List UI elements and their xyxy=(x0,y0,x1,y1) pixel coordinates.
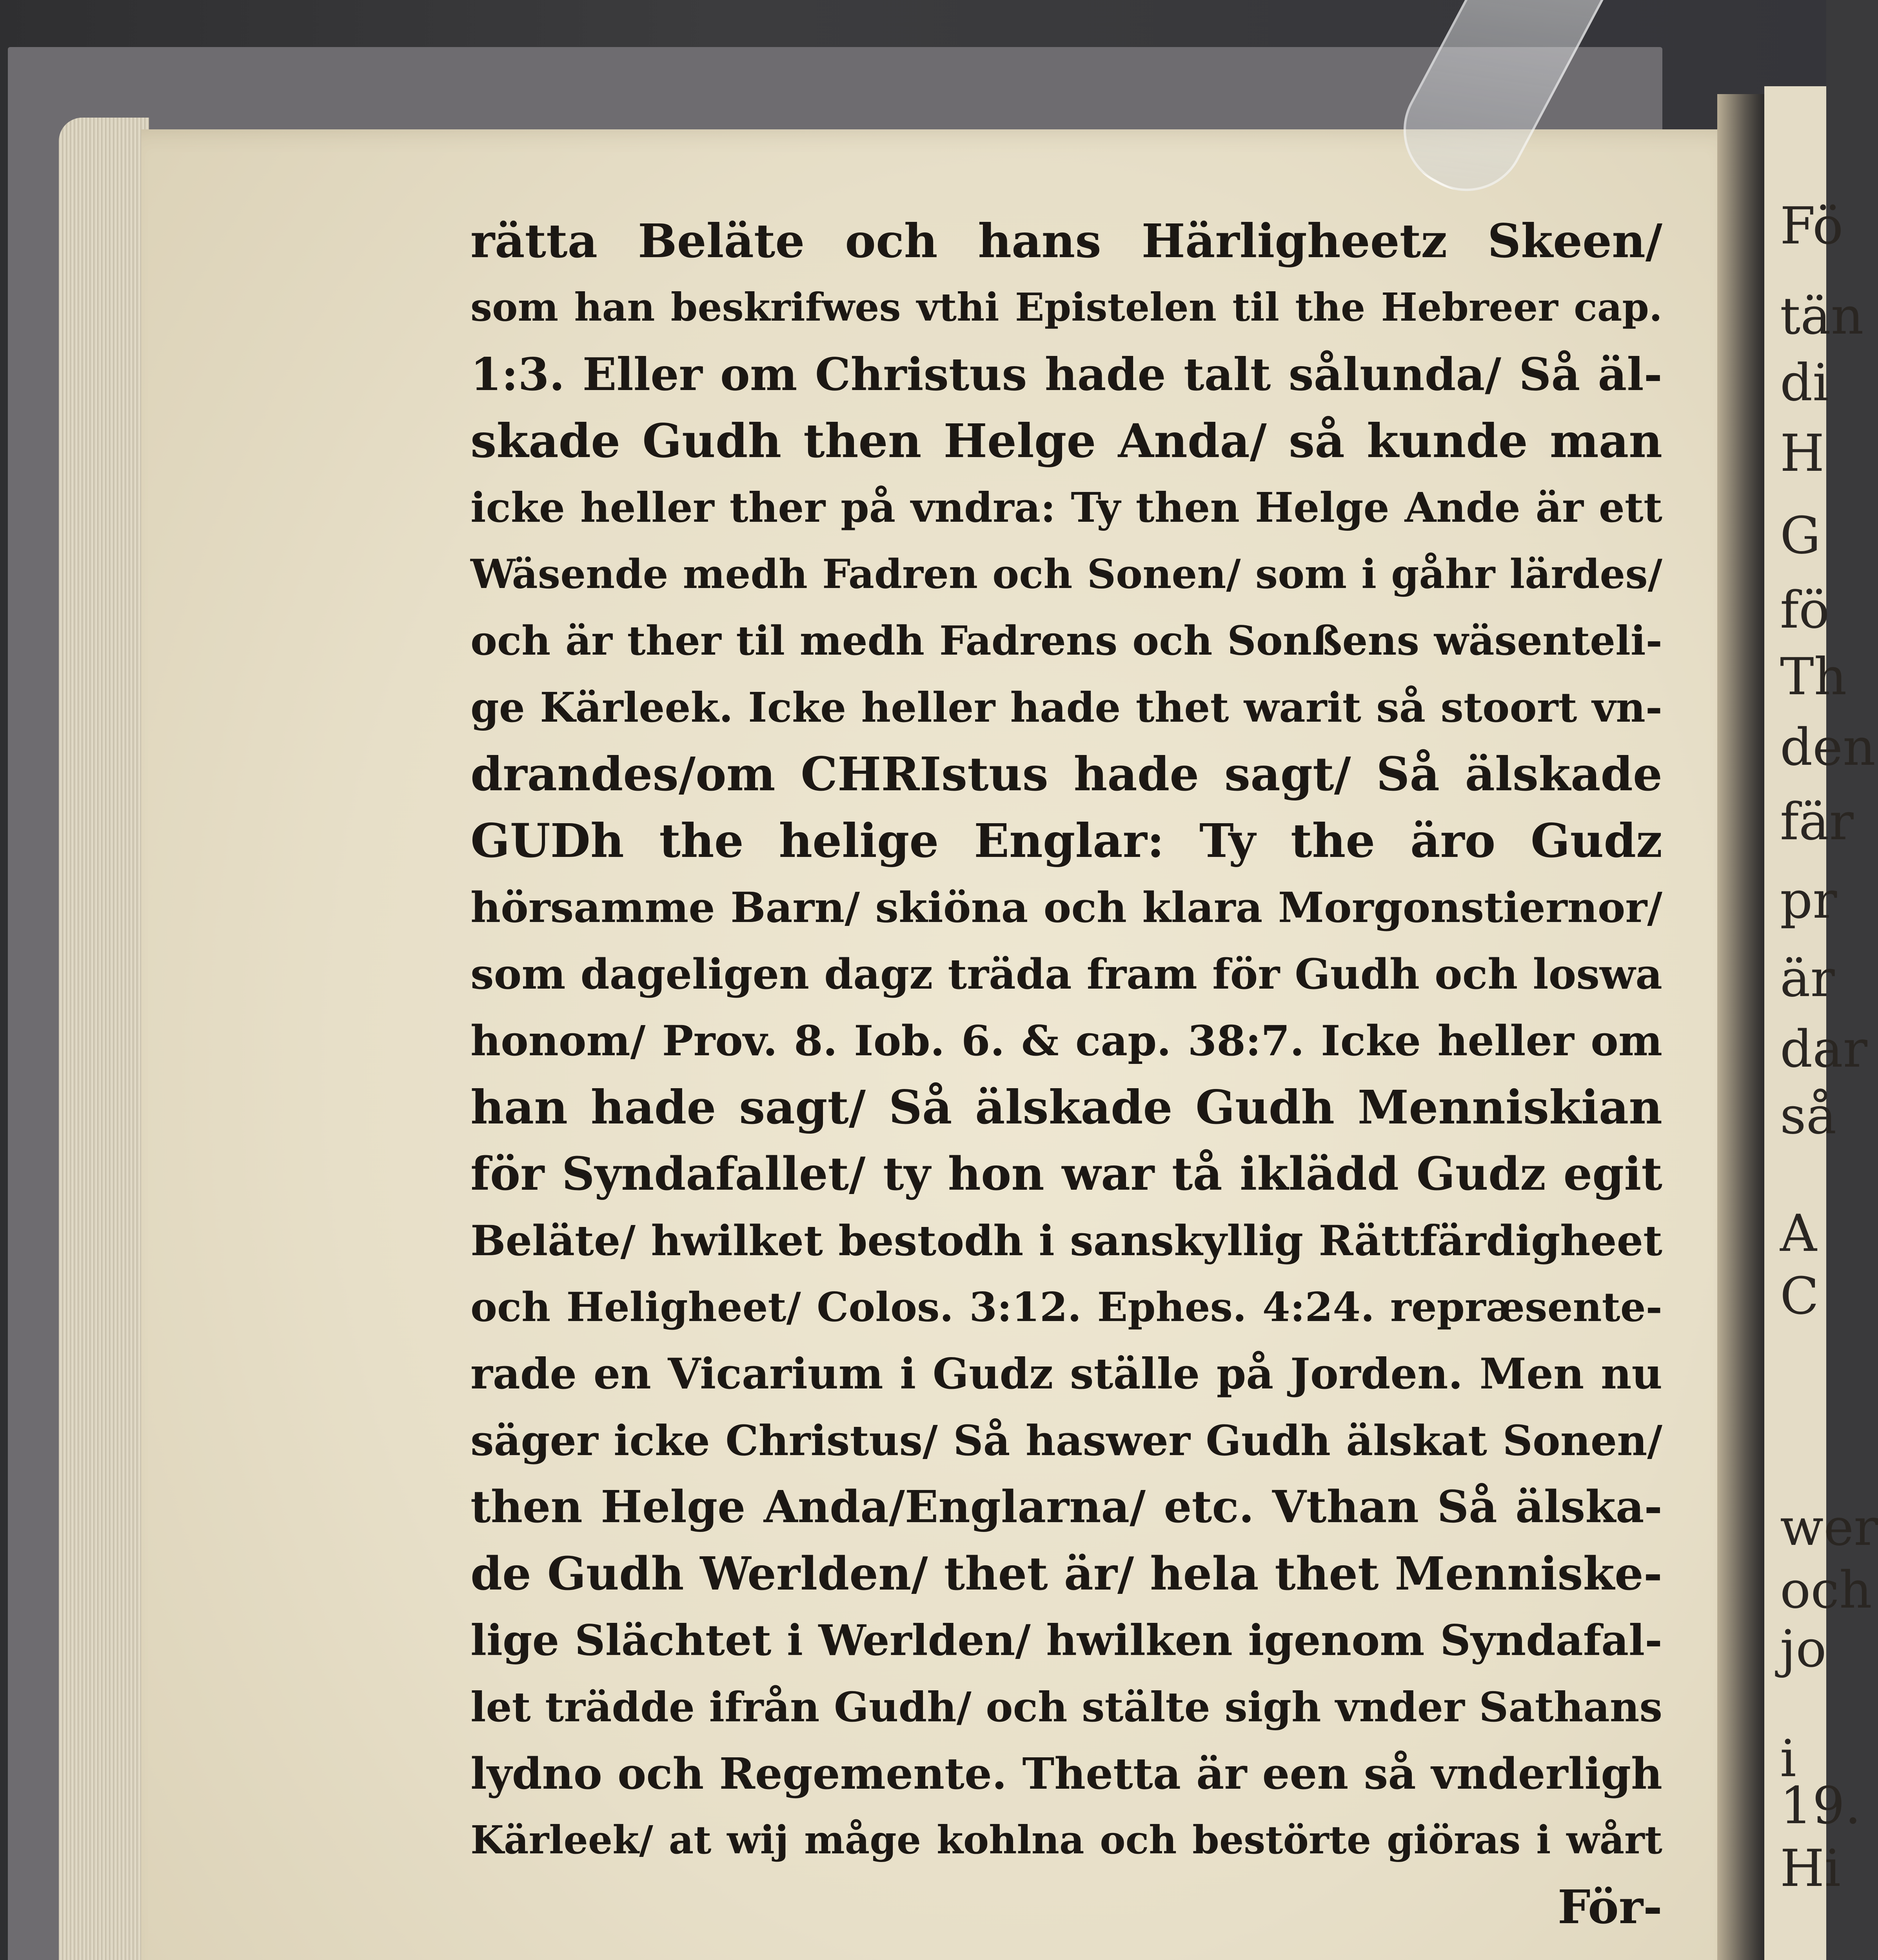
facing-page-fragment: Hi xyxy=(1780,1838,1841,1898)
facing-page-fragment: är xyxy=(1780,949,1835,1008)
text-line: let trädde ifrån Gudh/ och stälte sigh vnder Sathans xyxy=(470,1683,1662,1731)
facing-page-fragment: G xyxy=(1780,506,1821,565)
facing-page-fragment: fär xyxy=(1780,792,1854,851)
text-line: lige Slächtet i Werlden/ hwilken igenom Syndafal- xyxy=(470,1616,1662,1665)
book-page-edges xyxy=(59,118,149,1960)
text-line: Wäsende medh Fadren och Sonen/ som i gåhr lärdes/ xyxy=(470,551,1662,598)
facing-page-fragment: Th xyxy=(1780,647,1847,706)
text-line: ge Kärleek. Icke heller hade thet warit så stoort vn- xyxy=(470,683,1662,731)
text-line: lydno och Regemente. Thetta är een så vnderligh xyxy=(470,1748,1662,1799)
facing-page-fragment: i xyxy=(1780,1729,1796,1788)
book-gutter xyxy=(1717,94,1764,1960)
facing-page-fragment: pr xyxy=(1780,870,1837,930)
facing-page-fragment: jo xyxy=(1780,1619,1827,1679)
facing-page-fragment: och xyxy=(1780,1560,1872,1620)
facing-page-fragment: di xyxy=(1780,353,1829,412)
text-line: de Gudh Werlden/ thet är/ hela thet Menniske- xyxy=(470,1547,1662,1601)
text-line: som han beskrifwes vthi Epistelen til the Hebreer cap. xyxy=(470,285,1662,330)
facing-page-fragment: så xyxy=(1780,1086,1837,1145)
catchword: För- xyxy=(1557,1880,1662,1934)
facing-page-fragment: 19. xyxy=(1780,1776,1861,1835)
text-line: rätta Beläte och hans Härligheetz Skeen/ xyxy=(470,214,1662,268)
facing-page-fragment: Fö xyxy=(1780,196,1843,256)
text-line: rade en Vicarium i Gudz ställe på Jorden. Men nu xyxy=(470,1349,1662,1399)
text-line: honom/ Prov. 8. Iob. 6. & cap. 38:7. Icke heller om xyxy=(470,1016,1662,1065)
page-text xyxy=(470,208,1662,1940)
facing-page-fragment: den xyxy=(1780,717,1876,777)
text-line: han hade sagt/ Så älskade Gudh Menniskian xyxy=(470,1080,1662,1134)
text-line: 1:3. Eller om Christus hade talt sålunda/ Så äl- xyxy=(470,348,1662,401)
facing-page-fragment: fö xyxy=(1780,580,1830,640)
facing-page-fragment: A xyxy=(1780,1203,1817,1263)
facing-page-fragment: dar xyxy=(1780,1019,1867,1079)
text-line: drandes/om CHRIstus hade sagt/ Så älskade xyxy=(470,747,1662,801)
facing-page-fragment: C xyxy=(1780,1266,1819,1326)
facing-page-fragment: H xyxy=(1780,423,1825,483)
facing-page-fragment: tän xyxy=(1780,286,1864,346)
text-line: och Heligheet/ Colos. 3:12. Ephes. 4:24. repræsente- xyxy=(470,1284,1662,1331)
text-line: som dageligen dagz träda fram för Gudh och loswa xyxy=(470,949,1662,998)
text-line: GUDh the helige Englar: Ty the äro Gudz xyxy=(470,813,1662,868)
text-line: skade Gudh then Helge Anda/ så kunde man xyxy=(470,414,1662,468)
text-line: icke heller ther på vndra: Ty then Helge Ande är ett xyxy=(470,483,1662,532)
text-line: then Helge Anda/Englarna/ etc. Vthan Så älska- xyxy=(470,1481,1662,1533)
text-line: för Syndafallet/ ty hon war tå iklädd Gudz egit xyxy=(470,1147,1662,1201)
text-line: Kärleek/ at wij måge kohlna och bestörte giöras i wårt xyxy=(470,1818,1662,1863)
text-line: säger icke Christus/ Så haswer Gudh älskat Sonen/ xyxy=(470,1416,1662,1465)
facing-page-fragment: wer xyxy=(1780,1497,1878,1557)
text-line: och är ther til medh Fadrens och Sonßens wäsenteli- xyxy=(470,617,1662,664)
text-line: hörsamme Barn/ skiöna och klara Morgonstiernor/ xyxy=(470,883,1662,932)
text-line: Beläte/ hwilket bestodh i sanskyllig Rättfärdigheet xyxy=(470,1216,1662,1265)
